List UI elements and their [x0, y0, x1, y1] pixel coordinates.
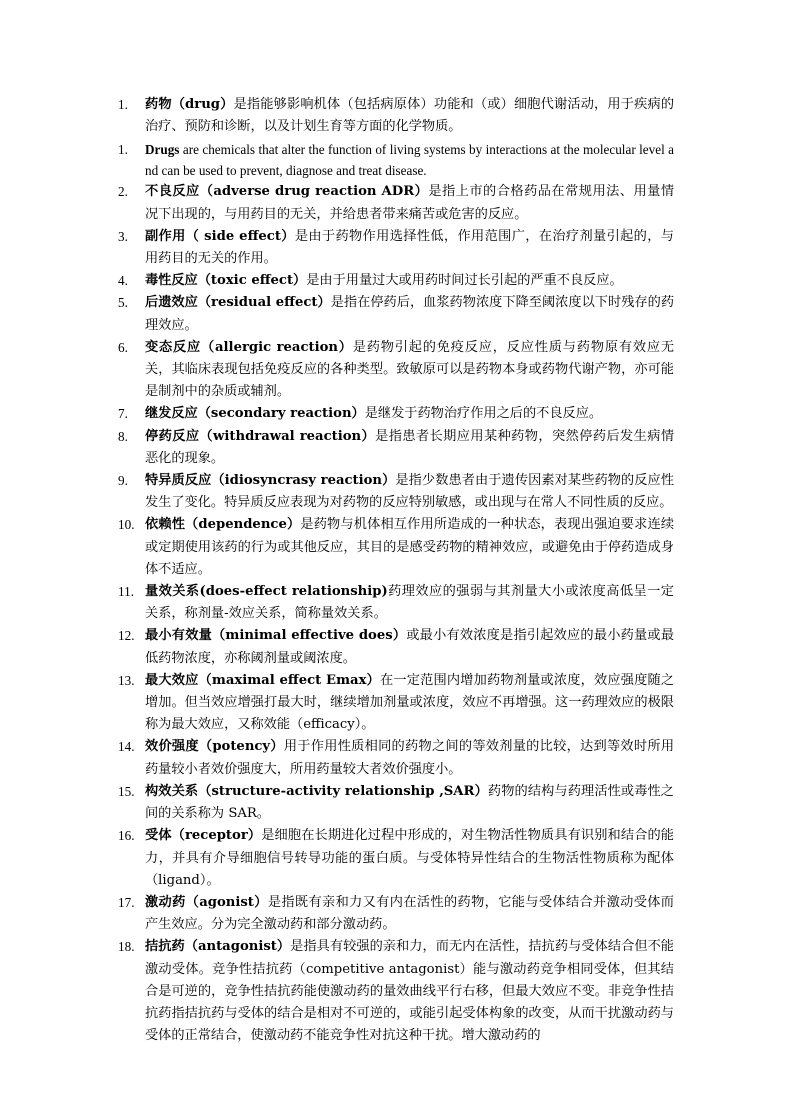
list-item — [118, 736, 674, 780]
item-text: 或最小有效浓度是指引起效应的最小药量或最低药物浓度，亦称阈剂量或阈浓度。 — [145, 628, 675, 666]
list-item — [118, 581, 674, 625]
item-term: 药物（drug） — [145, 97, 234, 112]
item-text: 在一定范围内增加药物剂量或浓度，效应强度随之增加。但当效应增强打最大时，继续增加剂量或浓度，效应不再增强。这一药理效应的极限称为最大效应，又称效能（efficacy）。 — [145, 672, 675, 733]
list-item — [118, 625, 674, 669]
item-number: 16. — [118, 828, 135, 844]
item-number: 11. — [118, 584, 134, 600]
list-item — [118, 825, 674, 892]
item-text: are chemicals that alter the function of living systems by interactions at the molecular level and can be used to prevent, diagnose and treat disease. — [145, 142, 674, 179]
item-term: 受体（receptor） — [145, 828, 262, 844]
item-text: 是指少数患者由于遗传因素对某些药物的反应性发生了变化。特异质反应表现为对药物的反应特别敏感，或出现与在常人不同性质的反应。 — [145, 473, 675, 511]
list-item — [118, 781, 674, 825]
item-term: 拮抗药（antagonist） — [145, 939, 291, 955]
item-text: 是药物引起的免疫反应，反应性质与药物原有效应无关，其临床表现包括免疫反应的各种类型。致敏原可以是药物本身或药物代谢产物，亦可能是制剂中的杂质或辅剂。 — [145, 339, 675, 400]
item-term: 停药反应（withdrawal reaction） — [145, 428, 376, 444]
list-item — [118, 470, 674, 514]
item-text: 药理效应的强弱与其剂量大小或浓度高低呈一定关系，称剂量-效应关系，简称量效关系。 — [145, 584, 674, 622]
item-number: 2. — [118, 184, 128, 200]
item-number: 8. — [118, 428, 128, 444]
item-term: Drugs — [145, 142, 180, 158]
item-number: 13. — [118, 672, 135, 688]
item-text: 用于作用性质相同的药物之间的等效剂量的比较，达到等效时所用药量较小者效价强度大，所用药量较大者效价强度小。 — [145, 739, 675, 777]
item-text: 是指上市的合格药品在常规用法、用量情况下出现的，与用药目的无关，并给患者带来痛苦或危害的反应。 — [145, 184, 675, 222]
item-number: 18. — [118, 939, 135, 955]
item-text: 是指能够影响机体（包括病原体）功能和（或）细胞代谢活动，用于疾病的治疗、预防和诊断，以及计划生育等方面的化学物质。 — [145, 97, 675, 135]
item-text: 是药物与机体相互作用所造成的一种状态，表现出强迫要求连续或定期使用该药的行为或其他反应，其目的是感受药物的精神效应，或避免由于停药造成身体不适应。 — [145, 517, 675, 577]
item-term: 不良反应（adverse drug reaction ADR） — [145, 184, 429, 200]
definition-list — [118, 94, 674, 1047]
item-number: 5. — [118, 295, 128, 311]
item-number: 17. — [118, 894, 135, 910]
list-item — [118, 94, 674, 138]
item-term: 特异质反应（idiosyncrasy reaction） — [145, 473, 396, 489]
item-number: 6. — [118, 339, 128, 355]
item-term: 继发反应（secondary reaction） — [145, 406, 365, 422]
item-text: 是指患者长期应用某种药物，突然停药后发生病情恶化的现象。 — [145, 428, 675, 466]
list-item — [118, 670, 674, 737]
list-item — [118, 892, 674, 936]
item-text: 药物的结构与药理活性或毒性之间的关系称为 SAR。 — [145, 783, 674, 822]
item-number: 15. — [118, 783, 135, 799]
item-term: 量效关系(does-effect relationship) — [145, 584, 388, 600]
item-text: 是由于药物作用选择性低，作用范围广，在治疗剂量引起的，与用药目的无关的作用。 — [145, 228, 674, 267]
list-item — [118, 270, 674, 292]
item-text: 是由于用量过大或用药时间过长引起的严重不良反应。 — [306, 273, 623, 289]
item-term: 最小有效量（minimal effective does） — [145, 628, 407, 644]
item-term: 构效关系（structure-activity relationship ,SAR） — [145, 783, 488, 799]
list-item — [118, 292, 674, 336]
list-item — [118, 403, 674, 425]
item-term: 变态反应（allergic reaction） — [145, 339, 353, 355]
item-term: 依赖性（dependence） — [145, 517, 301, 533]
list-item — [118, 181, 674, 225]
item-number: 12. — [118, 628, 135, 644]
list-item — [118, 337, 674, 404]
item-text: 是细胞在长期进化过程中形成的，对生物活性物质具有识别和结合的能力，并具有介导细胞信号转导功能的蛋白质。与受体特异性结合的生物活性物质称为配体（ligand）。 — [145, 828, 674, 888]
list-item — [118, 139, 674, 181]
item-number: 3. — [118, 228, 128, 244]
list-item — [118, 226, 674, 270]
item-text: 是指具有较强的亲和力，而无内在活性，拮抗药与受体结合但不能激动受体。竞争性拮抗药（competitive antagonist）能与激动药竞争相同受体，但其结合是可逆的，竞争性拮抗药能使激动药的量效曲线平行右移，但最大效应不变。非竞争性拮抗药指拮抗药与受体的结合是相对不可逆的，或能引起受体构象的改变，从而干扰激动药与受体的正常结合，使激动药不能竞争性对抗这种干扰。增大激动药的 — [145, 939, 674, 1044]
item-number: 7. — [118, 406, 128, 422]
list-item — [118, 936, 674, 1047]
list-item — [118, 426, 674, 470]
item-text: 是继发于药物治疗作用之后的不良反应。 — [364, 406, 603, 422]
item-term: 效价强度（potency） — [145, 739, 284, 755]
item-term: 激动药（agonist） — [145, 894, 268, 910]
item-number: 9. — [118, 473, 128, 489]
item-number: 10. — [118, 517, 135, 533]
item-term: 最大效应（maximal effect Emax） — [145, 672, 380, 688]
item-term: 后遗效应（residual effect） — [145, 295, 331, 311]
item-text: 是指既有亲和力又有内在活性的药物，它能与受体结合并激动受体而产生效应。分为完全激动药和部分激动药。 — [145, 894, 674, 933]
item-number: 4. — [118, 273, 128, 289]
item-number: 1. — [118, 97, 128, 112]
item-text: 是指在停药后，血浆药物浓度下降至阈浓度以下时残存的药理效应。 — [145, 295, 675, 333]
item-number: 1. — [118, 142, 128, 158]
item-number: 14. — [118, 739, 135, 755]
item-term: 副作用（ side effect） — [145, 228, 295, 244]
list-item — [118, 514, 674, 581]
item-term: 毒性反应（toxic effect） — [145, 273, 307, 289]
